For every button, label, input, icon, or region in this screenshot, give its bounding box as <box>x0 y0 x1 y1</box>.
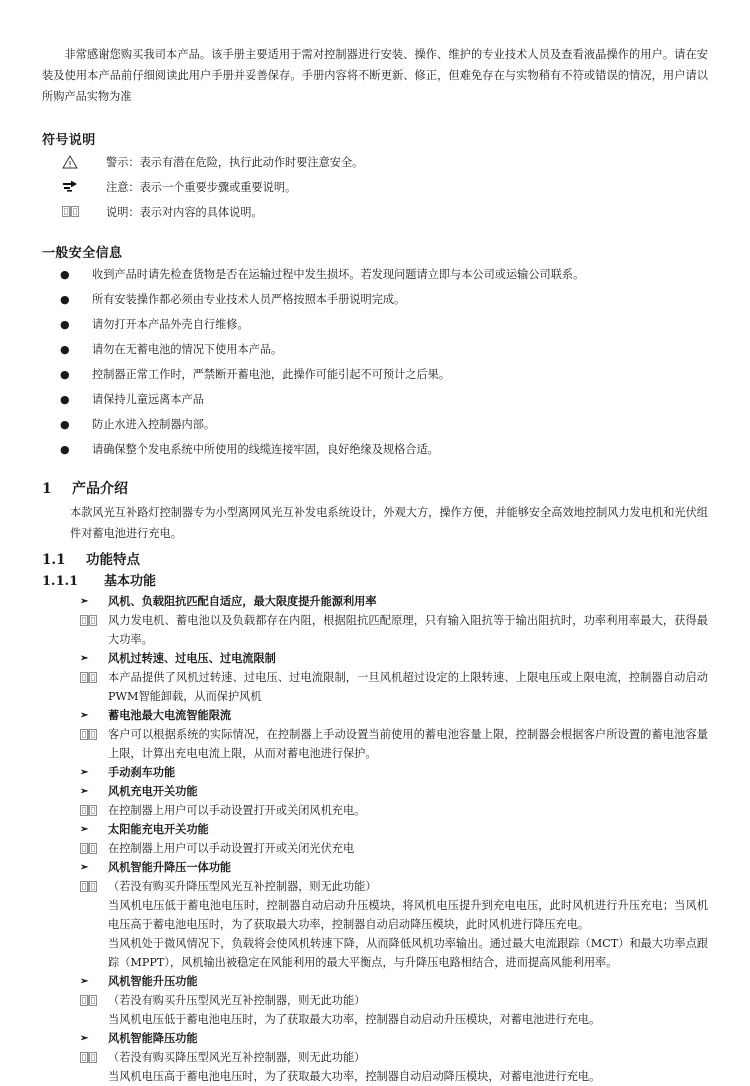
feature-list <box>42 592 708 1086</box>
open-book-icon <box>42 801 108 817</box>
feature-note-body <box>108 1048 708 1086</box>
feature-note-paragraph: （若没有购买升压型风光互补控制器，则无此功能） <box>108 994 366 1007</box>
intro-paragraph: 非常感谢您购买我司本产品。该手册主要适用于需对控制器进行安装、操作、维护的专业技术人员及查看液晶操作的用户。请在安装及使用本产品前仔细阅读此用户手册并妥善保存。手册内容将不断更新、修正，但难免存在与实物稍有不符或错误的情况，用户请以所购产品实物为准 <box>42 48 708 103</box>
safety-list-item-text: 请勿打开本产品外壳自行维修。 <box>92 318 249 331</box>
feature-note-body <box>108 991 708 1029</box>
section-number-1-1-1: 1.1.1 <box>42 574 79 589</box>
feature-item-note <box>42 839 708 858</box>
open-book-icon <box>60 205 106 218</box>
feature-note-body <box>108 801 708 820</box>
feature-item-title: 手动刹车功能 <box>108 765 176 779</box>
feature-note-body <box>108 839 708 858</box>
symbol-legend-text: 说明：表示对内容的具体说明。 <box>106 206 263 219</box>
symbol-legend-list <box>42 155 708 221</box>
feature-note-paragraph: 当风机电压低于蓄电池电压时，控制器自动启动升压模块，将风机电压提升到充电电压，此时风机进行升压充电；当风机电压高于蓄电池电压时，为了获取最大功率，控制器自动启动降压模块，此时风机进行降压充电。 <box>108 899 708 931</box>
feature-note-paragraph: （若没有购买升降压型风光互补控制器，则无此功能） <box>108 880 377 893</box>
feature-item-heading <box>42 649 708 668</box>
safety-list-item-text: 收到产品时请先检查货物是否在运输过程中发生损坏。若发现问题请立即与本公司或运输公司联系。 <box>92 268 585 281</box>
bullet-dot-icon: ● <box>60 443 70 456</box>
feature-note-body <box>108 668 708 706</box>
bullet-dot-icon: ● <box>60 418 70 431</box>
intro-paragraph-block <box>42 44 708 107</box>
safety-list-item-text: 请勿在无蓄电池的情况下使用本产品。 <box>92 343 283 356</box>
feature-note-paragraph: 当风机电压高于蓄电池电压时，为了获取最大功率，控制器自动启动降压模块，对蓄电池进行充电。 <box>108 1070 601 1083</box>
safety-bullet-list <box>42 267 708 458</box>
feature-item-heading <box>42 782 708 801</box>
feature-item-note <box>42 877 708 972</box>
arrow-bullet-icon: ➢ <box>80 653 89 664</box>
bullet-dot-icon: ● <box>60 343 70 356</box>
feature-item-title: 风机智能降压功能 <box>108 1031 198 1045</box>
feature-item-title: 风机智能升压功能 <box>108 974 198 988</box>
feature-item-heading <box>42 706 708 725</box>
arrow-bullet-icon: ➢ <box>80 1033 89 1044</box>
feature-item-note <box>42 725 708 763</box>
feature-note-paragraph: 当风机电压低于蓄电池电压时，为了获取最大功率，控制器自动启动升压模块，对蓄电池进行充电。 <box>108 1013 601 1026</box>
bullet-dot-icon: ● <box>60 268 70 281</box>
feature-note-body <box>108 877 708 972</box>
feature-note-body <box>108 725 708 763</box>
safety-list-item <box>42 392 708 408</box>
feature-note-paragraph: 当风机处于微风情况下，负载将会使风机转速下降，从而降低风机功率输出。通过最大电流跟踪（MCT）和最大功率点跟踪（MPPT），风机输出被稳定在风能利用的最大平衡点，与升降压电路相结合，进而提高风能利用率。 <box>108 937 708 969</box>
feature-item-title: 太阳能充电开关功能 <box>108 822 209 836</box>
feature-item-title: 风机过转速、过电压、过电流限制 <box>108 651 276 665</box>
safety-list-item <box>42 342 708 358</box>
safety-section-heading: 一般安全信息 <box>42 246 123 261</box>
open-book-icon <box>42 1048 108 1064</box>
chapter-number: 1 <box>42 481 52 497</box>
open-book-icon <box>42 611 108 627</box>
feature-item-note <box>42 611 708 649</box>
arrow-bullet-icon: ➢ <box>80 710 89 721</box>
safety-list-item <box>42 267 708 283</box>
feature-item-title: 风机智能升降压一体功能 <box>108 860 232 874</box>
safety-list-item-text: 控制器正常工作时，严禁断开蓄电池，此操作可能引起不可预计之后果。 <box>92 368 451 381</box>
symbol-legend-text: 警示：表示有潜在危险，执行此动作时要注意安全。 <box>106 156 364 169</box>
safety-list-item <box>42 367 708 383</box>
feature-item-heading <box>42 1029 708 1048</box>
section-title-1-1-1: 基本功能 <box>104 574 157 589</box>
symbol-legend-row <box>42 205 708 221</box>
safety-list-item <box>42 317 708 333</box>
feature-item-title: 风机、负载阻抗匹配自适应，最大限度提升能源利用率 <box>108 594 377 608</box>
feature-note-body <box>108 611 708 649</box>
section-heading-1-1 <box>42 548 708 568</box>
feature-note-paragraph: 在控制器上用户可以手动设置打开或关闭风机充电。 <box>108 804 366 817</box>
bullet-dot-icon: ● <box>60 318 70 331</box>
feature-item-heading <box>42 763 708 782</box>
arrow-bullet-icon: ➢ <box>80 786 89 797</box>
feature-item-heading <box>42 972 708 991</box>
safety-list-item-text: 请确保整个发电系统中所使用的线缆连接牢固，良好绝缘及规格合适。 <box>92 443 439 456</box>
feature-note-paragraph: （若没有购买降压型风光互补控制器，则无此功能） <box>108 1051 366 1064</box>
arrow-bullet-icon: ➢ <box>80 862 89 873</box>
arrow-bullet-icon: ➢ <box>80 824 89 835</box>
feature-item-note <box>42 1048 708 1086</box>
feature-note-paragraph: 本产品提供了风机过转速、过电压、过电流限制，一旦风机超过设定的上限转速、上限电压或上限电流，控制器自动启动PWM智能卸载，从而保护风机 <box>108 671 708 703</box>
bullet-dot-icon: ● <box>60 293 70 306</box>
chapter-paragraph: 本款风光互补路灯控制器专为小型离网风光互补发电系统设计，外观大方，操作方便，并能够安全高效地控制风力发电机和光伏组件对蓄电池进行充电。 <box>70 506 708 540</box>
bullet-dot-icon: ● <box>60 368 70 381</box>
safety-list-item <box>42 417 708 433</box>
pointing-hand-icon <box>60 180 106 193</box>
open-book-icon <box>42 877 108 893</box>
feature-item-title: 风机充电开关功能 <box>108 784 198 798</box>
arrow-bullet-icon: ➢ <box>80 596 89 607</box>
feature-item-title: 蓄电池最大电流智能限流 <box>108 708 232 722</box>
safety-list-item <box>42 292 708 308</box>
feature-note-paragraph: 客户可以根据系统的实际情况，在控制器上手动设置当前使用的蓄电池容量上限，控制器会根据客户所设置的蓄电池容量上限，计算出充电电流上限，从而对蓄电池进行保护。 <box>108 728 708 760</box>
section-heading-1-1-1 <box>42 570 708 589</box>
safety-list-item-text: 防止水进入控制器内部。 <box>92 418 216 431</box>
safety-list-item <box>42 442 708 458</box>
section-title-1-1: 功能特点 <box>86 552 140 568</box>
open-book-icon <box>42 668 108 684</box>
bullet-dot-icon: ● <box>60 393 70 406</box>
feature-item-note <box>42 991 708 1029</box>
open-book-icon <box>42 839 108 855</box>
feature-item-heading <box>42 820 708 839</box>
safety-list-item-text: 请保持儿童远离本产品 <box>92 393 204 406</box>
symbol-legend-row <box>42 180 708 196</box>
section-number-1-1: 1.1 <box>42 552 66 568</box>
feature-item-note <box>42 668 708 706</box>
feature-item-heading <box>42 858 708 877</box>
chapter-heading <box>42 478 708 498</box>
feature-item-note <box>42 801 708 820</box>
symbol-section-heading: 符号说明 <box>42 133 96 148</box>
chapter-title: 产品介绍 <box>72 481 128 497</box>
open-book-icon <box>42 725 108 741</box>
symbol-legend-text: 注意：表示一个重要步骤或重要说明。 <box>106 181 297 194</box>
warning-triangle-icon <box>60 155 106 169</box>
open-book-icon <box>42 991 108 1007</box>
feature-note-paragraph: 在控制器上用户可以手动设置打开或关闭光伏充电 <box>108 842 355 855</box>
arrow-bullet-icon: ➢ <box>80 767 89 778</box>
feature-note-paragraph: 风力发电机、蓄电池以及负载都存在内阻，根据阻抗匹配原理，只有输入阻抗等于输出阻抗时，功率利用率最大，获得最大功率。 <box>108 614 708 646</box>
arrow-bullet-icon: ➢ <box>80 976 89 987</box>
symbol-legend-row <box>42 155 708 171</box>
safety-list-item-text: 所有安装操作都必须由专业技术人员严格按照本手册说明完成。 <box>92 293 406 306</box>
feature-item-heading <box>42 592 708 611</box>
